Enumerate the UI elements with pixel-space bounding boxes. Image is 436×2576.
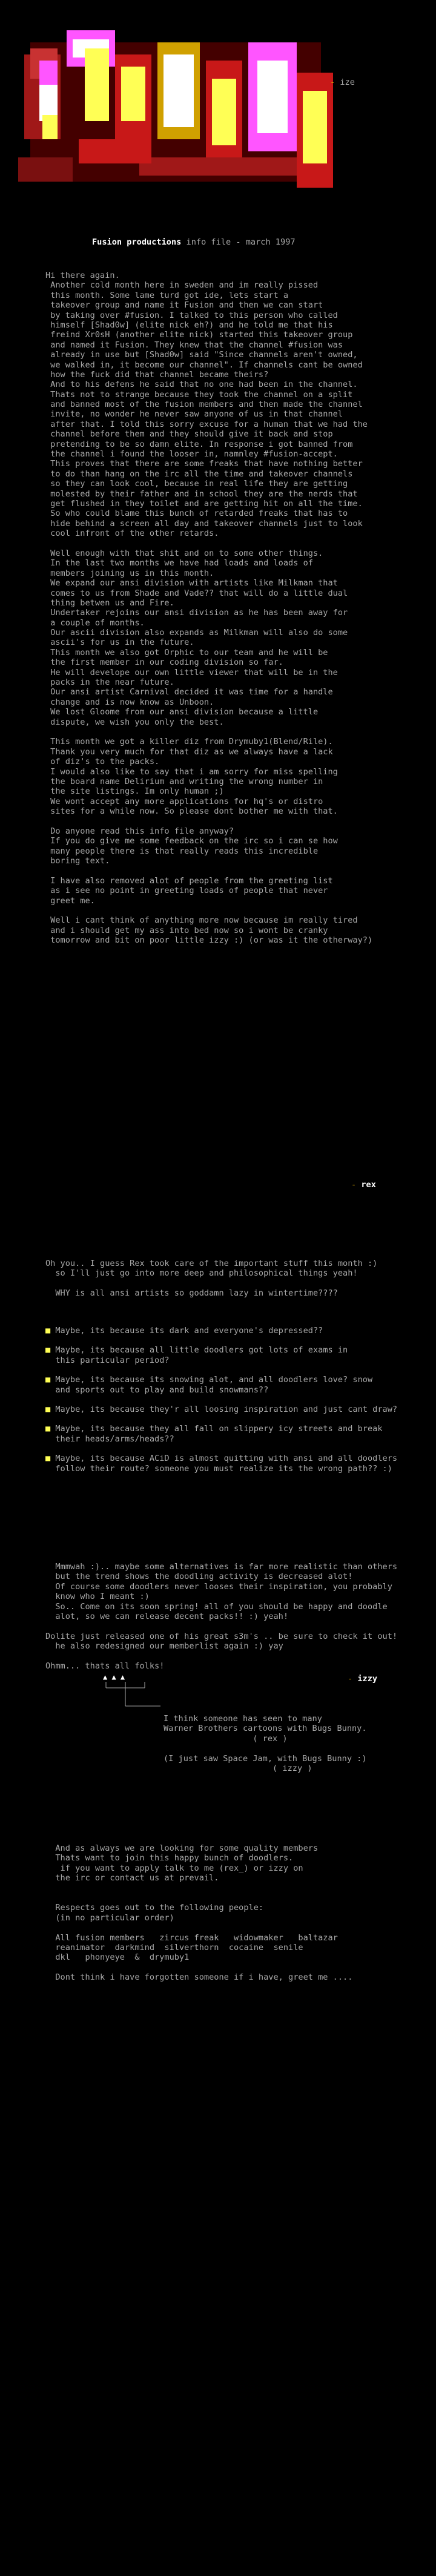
text-line xyxy=(45,1652,433,1661)
text-line: Thank you very much for that diz as we always have a lack xyxy=(45,746,333,757)
intro-text xyxy=(45,271,433,946)
text-line: WHY is all ansi artists so goddamn lazy in wintertime???? xyxy=(45,1288,338,1299)
text-line: members joining us in this month. xyxy=(45,568,214,578)
text-line: and i should get my ass into bed now so i wont be cranky xyxy=(45,925,328,935)
text-line: channel before them and they should give it back and stop xyxy=(45,429,333,440)
signature-rex: - rex xyxy=(351,1180,376,1190)
text-line: We wont accept any more applications for hq's or distro xyxy=(45,796,323,806)
text-line: This month we got a killer diz from Drymuby1(Blend/Rile). xyxy=(45,737,333,747)
text-line: molested by their father and in school they are the nerds that xyxy=(45,489,358,499)
bullet-line: ■ Maybe, its because all little doodlers got lots of exams in xyxy=(45,1345,348,1356)
text-line: So who could blame this bunch of retarded freaks that has to xyxy=(45,509,348,519)
text-line: already in use but [Shad0w] said "Since channels aren't owned, xyxy=(45,350,358,360)
bullet-line: ■ Maybe, its because its snowing alot, and all doodlers love? snow xyxy=(45,1375,373,1385)
text-line: how the fuck did that channel became theirs? xyxy=(45,369,269,380)
ohyou-text xyxy=(45,1259,433,1299)
text-line: In the last two months we have had loads and loads of xyxy=(45,558,313,568)
bullet-icon: ■ xyxy=(45,1375,56,1385)
text-line: but the trend shows the doodling activity is decreased alot! xyxy=(45,1572,353,1582)
text-line xyxy=(45,1883,433,1893)
text-line xyxy=(45,539,433,548)
fusion-logo xyxy=(18,18,406,200)
header-title: Fusion productions xyxy=(92,237,182,247)
text-line: he also redesigned our memberlist again :) yay xyxy=(45,1641,283,1652)
text-line: I would also like to say that i am sorry for miss spelling xyxy=(45,766,338,777)
cartoon-text xyxy=(164,1714,430,1773)
bullet-line: and sports out to play and build snowmans?? xyxy=(45,1385,269,1395)
text-line: Hi there again. xyxy=(45,271,120,280)
text-line: Our ascii division also expands as Milkman will also do some xyxy=(45,628,348,638)
text-line: sites for a while now. So please dont bother me with that. xyxy=(45,806,338,817)
text-line: Oh you.. I guess Rex took care of the important stuff this month :) xyxy=(45,1259,378,1268)
text-line: (in no particular order) xyxy=(45,1912,174,1923)
bullet-line: follow their route? someone you must realize its the wrong path?? :) xyxy=(45,1463,392,1474)
text-line: And as always we are looking for some quality members xyxy=(45,1843,319,1853)
text-line: invite, no wonder he never saw anyone of us in that channel xyxy=(45,409,343,420)
logo-tag: - ize xyxy=(330,77,355,87)
bullet-line: ■ Maybe, its because they'r all loosing inspiration and just cant draw? xyxy=(45,1404,398,1414)
text-line: dispute, we wish you only the best. xyxy=(45,717,224,727)
text-line xyxy=(45,906,433,915)
text-line: Dolite just released one of his great s3m's .. be sure to check it out! xyxy=(45,1631,398,1641)
bullet-list xyxy=(45,1326,433,1483)
text-line: of diz's to the packs. xyxy=(45,757,160,767)
text-line: we walked in, it become our channel". If channels cant be owned xyxy=(45,360,363,370)
text-line: ( rex ) xyxy=(164,1733,288,1744)
text-line: comes to us from Shade and Vade?? that will do a little dual xyxy=(45,588,348,598)
text-line: (I just saw Space Jam, with Bugs Bunny :) xyxy=(164,1753,367,1764)
header-rest: info file - march 1997 xyxy=(181,237,296,247)
text-line: get flushed in they toilet and are getting hit on all the time. xyxy=(45,498,363,509)
text-line: by taking over #fusion. I talked to this person who called xyxy=(45,310,338,320)
text-line: the irc or contact us at prevail. xyxy=(45,1873,219,1883)
bullet-line: this particular period? xyxy=(45,1355,170,1365)
text-line: Thats not to strange because they took the channel on a split xyxy=(45,389,353,400)
text-line: dkl phonyeye & drymuby1 xyxy=(45,1952,190,1963)
text-line: Undertaker rejoins our ansi division as he has been away for xyxy=(45,608,348,618)
bullet-item xyxy=(45,1345,433,1365)
text-line: to do than hang on the irc all the time and takeover channels xyxy=(45,469,353,479)
text-line: many people there is that really reads this incredible xyxy=(45,846,319,856)
text-line: tomorrow and bit on poor little izzy :) (or was it the otherway?) xyxy=(45,935,373,946)
text-line xyxy=(45,1893,433,1903)
text-line: He will develope our own little viewer that will be in the xyxy=(45,667,338,677)
text-line: hide behind a screen all day and takeover channels just to look xyxy=(45,518,363,529)
text-line: Dont think i have forgotten someone if i have, greet me .... xyxy=(45,1972,353,1983)
text-line: We expand our ansi division with artists like Milkman that xyxy=(45,578,338,588)
text-line: alot, so we can release decent packs!! :) yeah! xyxy=(45,1611,289,1621)
bullet-line: ■ Maybe, its because ACiD is almost quitting with ansi and all doodlers xyxy=(45,1454,398,1464)
text-line: Well i cant think of anything more now because im really tired xyxy=(45,915,358,926)
logo-block-art xyxy=(18,30,333,188)
bullet-icon: ■ xyxy=(45,1424,56,1434)
text-line: freind Xr0sH (another elite nick) started this takeover group xyxy=(45,330,353,340)
text-line: if you want to apply talk to me (rex_) or izzy on xyxy=(45,1863,303,1873)
svg-text:▲ ▲ ▲: ▲ ▲ ▲ xyxy=(103,1673,125,1681)
outro-text xyxy=(45,1843,433,1982)
text-line: and banned most of the fusion members and then made the channel xyxy=(45,400,363,410)
text-line: cool infront of the other retards. xyxy=(45,529,219,539)
text-line: the site listings. Im only human ;) xyxy=(45,786,224,797)
text-line: Mmmwah :).. maybe some alternatives is far more realistic than others xyxy=(45,1562,398,1572)
arrow-diagram xyxy=(94,1671,179,1713)
text-line: ascii's for us in the future. xyxy=(45,637,194,648)
bullet-line: their heads/arms/heads?? xyxy=(45,1434,174,1444)
text-line: greet me. xyxy=(45,895,95,906)
text-line: the board name Delirium and writing the wrong number in xyxy=(45,776,323,786)
text-line: pretending to be so damn elite. In response i got banned from xyxy=(45,439,353,449)
text-line: We lost Gloome from our ansi division because a little xyxy=(45,707,319,717)
text-line: and named it Fusion. They knew that the channel #fusion was xyxy=(45,340,343,350)
text-line xyxy=(45,727,433,737)
text-line xyxy=(164,1744,430,1753)
bullet-item xyxy=(45,1326,433,1336)
bullet-item xyxy=(45,1424,433,1444)
text-line: ( izzy ) xyxy=(164,1763,312,1773)
text-line xyxy=(45,816,433,826)
text-line: the channel i found the looser in, namnley #fusion-accept. xyxy=(45,449,338,460)
text-line xyxy=(45,1621,433,1631)
text-line: himself [Shad0w] (elite nick eh?) and he told me that his xyxy=(45,320,333,330)
text-line: Our ansi artist Carnival decided it was time for a handle xyxy=(45,687,333,697)
bullet-item xyxy=(45,1375,433,1395)
bullet-icon: ■ xyxy=(45,1404,56,1414)
bullet-icon: ■ xyxy=(45,1454,56,1464)
text-line: after that. I told this sorry excuse for a human that we had the xyxy=(45,419,368,429)
text-line: Of course some doodlers never looses their inspiration, you probably xyxy=(45,1581,392,1592)
text-line: reanimator darkmind silverthorn cocaine senile xyxy=(45,1942,303,1952)
text-line: as i see no point in greeting loads of people that never xyxy=(45,886,328,896)
bullet-icon: ■ xyxy=(45,1345,56,1356)
text-line: And to his defens he said that no one had been in the channel. xyxy=(45,380,358,390)
text-line: Do anyone read this info file anyway? xyxy=(45,826,234,836)
text-line: Thats want to join this happy bunch of doodlers. xyxy=(45,1853,294,1863)
mwah-text xyxy=(45,1562,433,1671)
text-line: If you do give me some feedback on the irc so i can se how xyxy=(45,836,338,846)
text-line xyxy=(45,866,433,875)
signature-izzy: - izzy xyxy=(348,1674,378,1684)
header-line xyxy=(92,237,436,247)
text-line: I have also removed alot of people from the greeting list xyxy=(45,875,333,886)
text-line: so they can look cool, because in real life they are getting xyxy=(45,479,348,489)
text-line: This month we also got Orphic to our team and he will be xyxy=(45,647,328,657)
bullet-item xyxy=(45,1454,433,1474)
text-line: know who I meant :) xyxy=(45,1592,150,1602)
text-line: change and is now know as Unboon. xyxy=(45,697,214,707)
text-line xyxy=(45,1963,433,1972)
text-line: takeover group and name it Fusion and then we can start xyxy=(45,300,323,311)
text-line: so I'll just go into more deep and philosophical things yeah! xyxy=(45,1268,358,1279)
bullet-icon: ■ xyxy=(45,1326,56,1336)
text-line: the first member in our coding division so far. xyxy=(45,657,283,668)
text-line xyxy=(45,1923,433,1932)
text-line: Ohmm... thats all folks! xyxy=(45,1661,165,1671)
text-line: Another cold month here in sweden and im really pissed xyxy=(45,280,319,291)
bullet-line: ■ Maybe, its because they all fall on slippery icy streets and break xyxy=(45,1424,383,1434)
bullet-item xyxy=(45,1405,433,1414)
text-line: boring text. xyxy=(45,856,110,866)
text-line: I think someone has seen to many xyxy=(164,1714,322,1724)
text-line: So.. Come on its soon spring! all of you should be happy and doodle xyxy=(45,1601,388,1612)
text-line: packs in the near future. xyxy=(45,677,174,688)
text-line: All fusion members zircus freak widowmaker baltazar xyxy=(45,1932,338,1943)
text-line: a couple of months. xyxy=(45,618,145,628)
text-line xyxy=(45,1279,433,1288)
text-line: this month. Some lame turd got ide, lets start a xyxy=(45,290,289,300)
bullet-line: ■ Maybe, its because its dark and everyone's depressed?? xyxy=(45,1326,323,1336)
text-line: thing betwen us and Fire. xyxy=(45,598,174,608)
text-line: Respects goes out to the following people: xyxy=(45,1903,264,1913)
text-line: Warner Brothers cartoons with Bugs Bunny. xyxy=(164,1724,367,1734)
text-line: Well enough with that shit and on to some other things. xyxy=(45,548,323,558)
text-line: This proves that there are some freaks that have nothing better xyxy=(45,459,363,469)
